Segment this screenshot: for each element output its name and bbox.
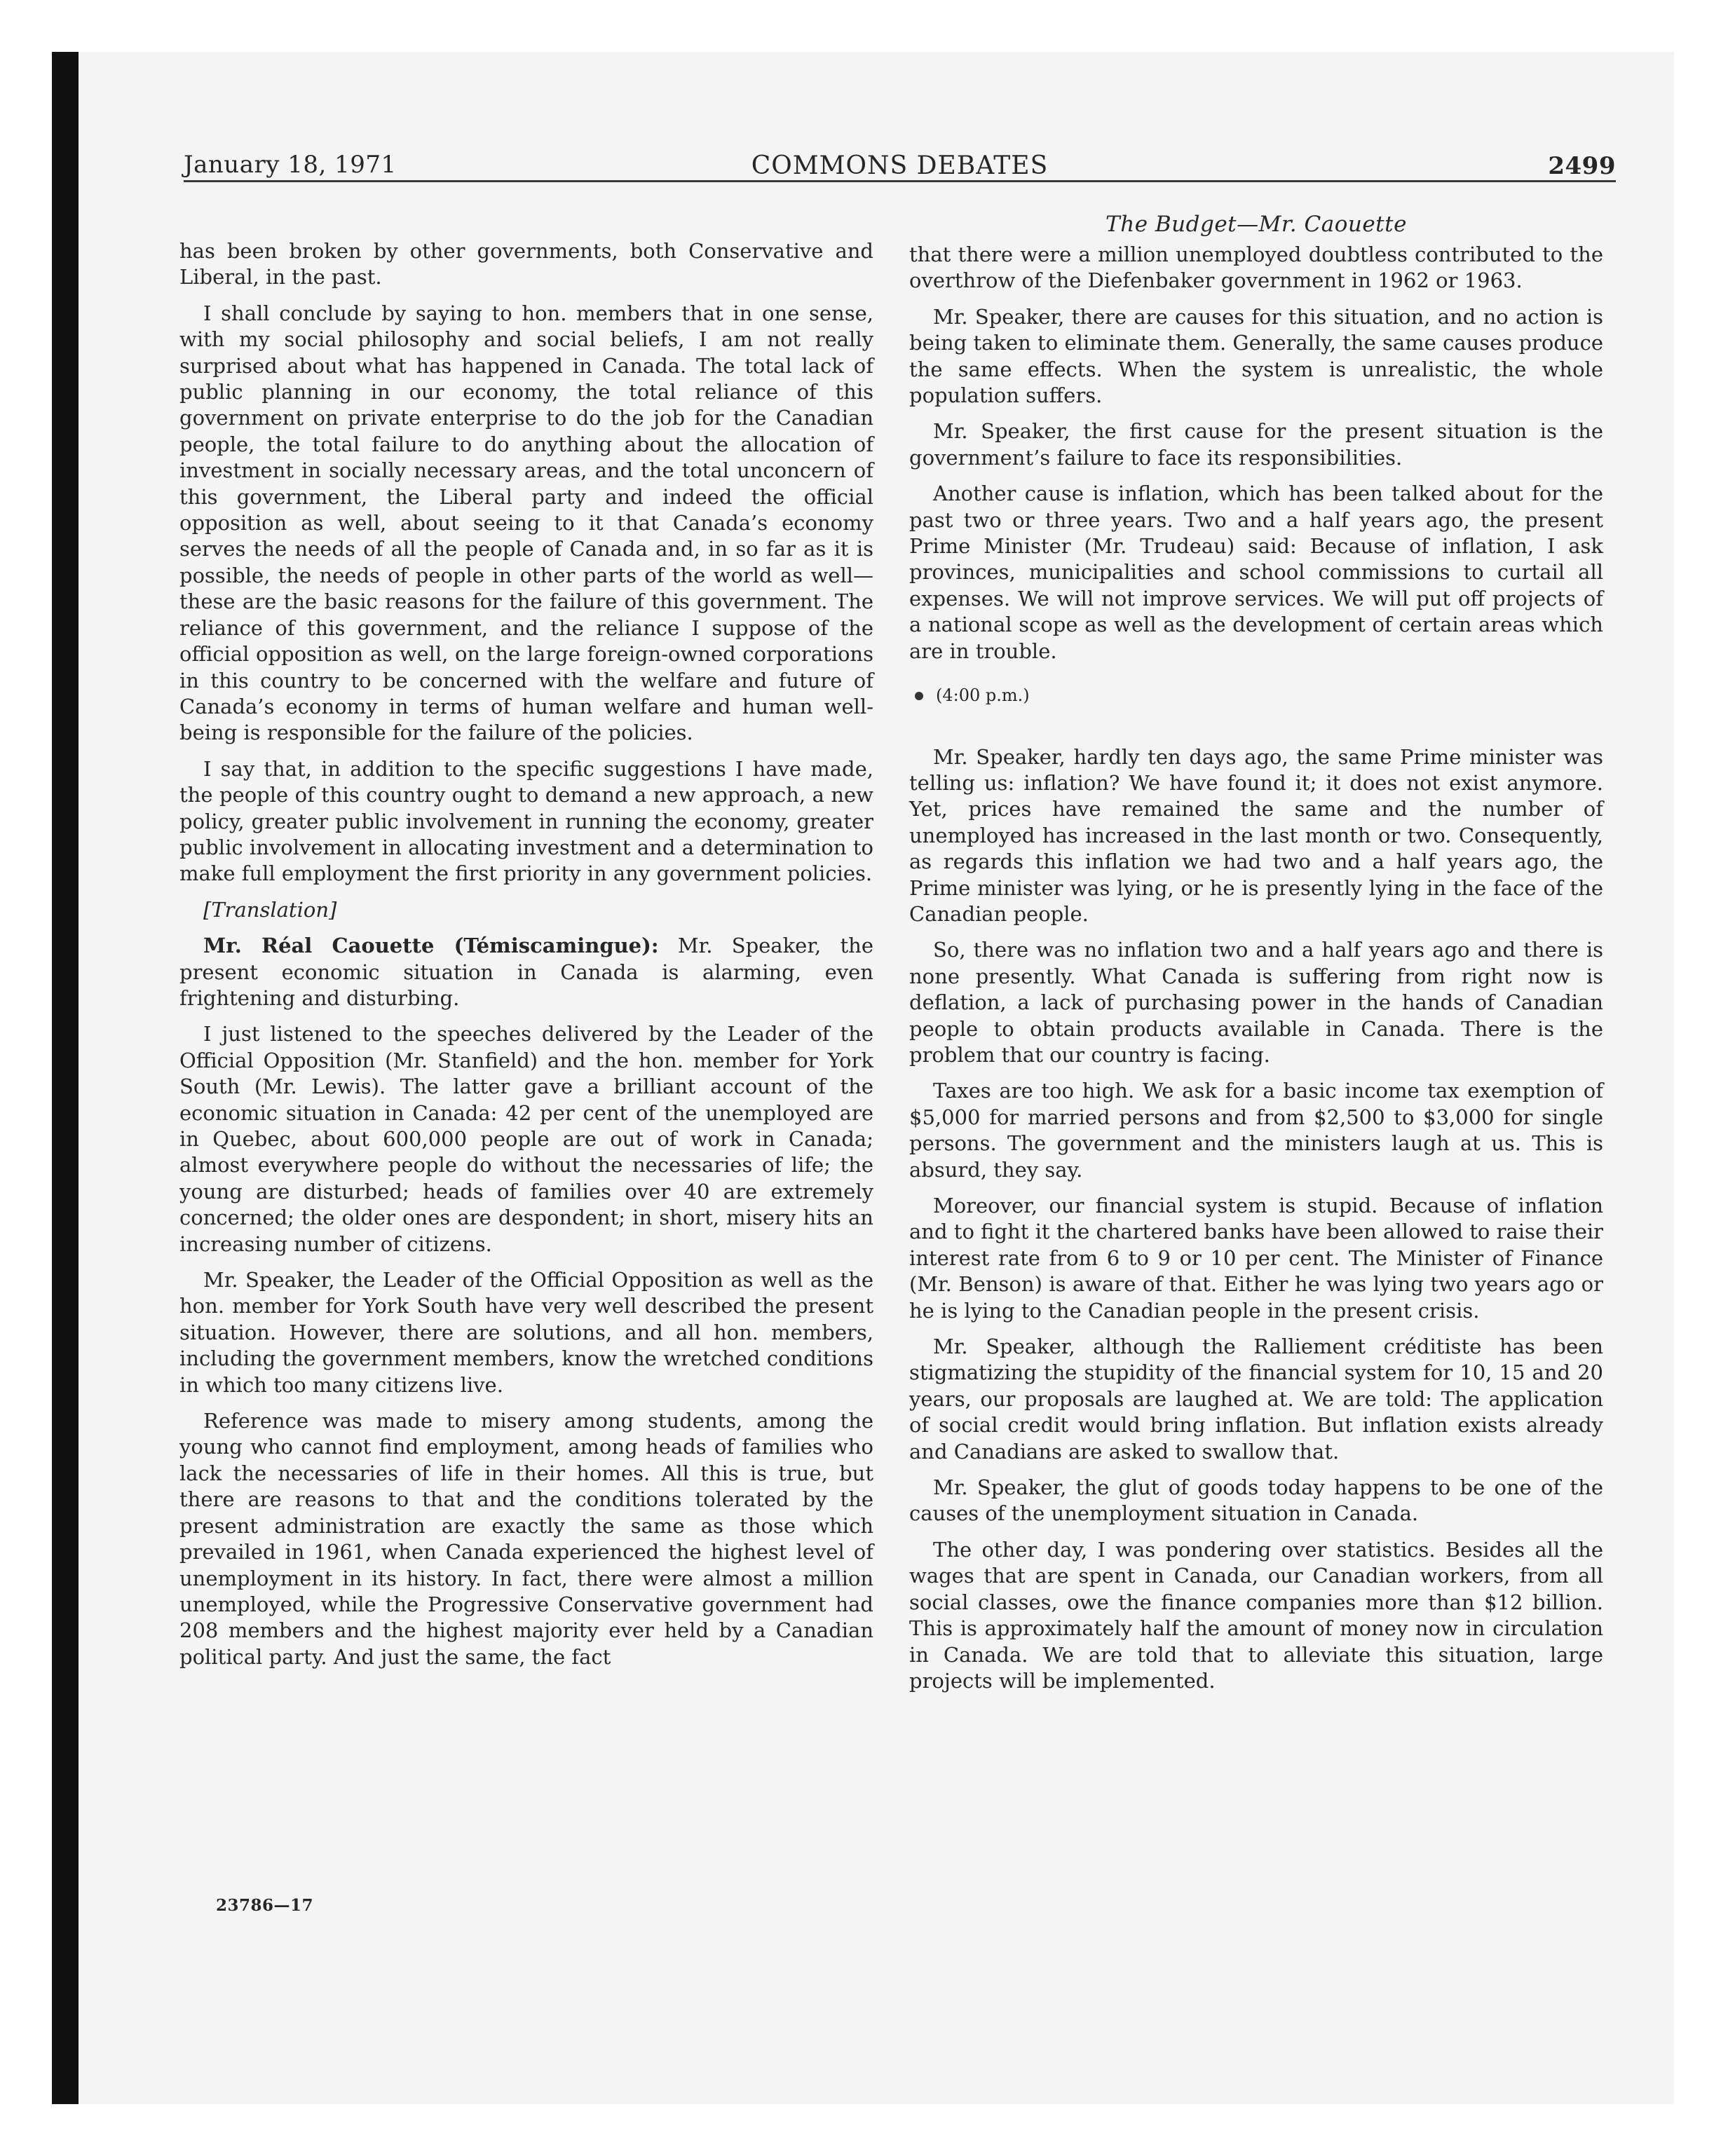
left-paragraph-1: has been broken by other governments, both Conservative and Liberal, in the past. <box>179 239 873 289</box>
header-date: January 18, 1971 <box>184 151 397 179</box>
time-mark <box>909 683 1603 709</box>
right-paragraph-3: Mr. Speaker, the first cause for the present situation is the government’s failure to face its responsibilities. <box>909 419 1603 470</box>
footer-print-code: 23786—17 <box>216 1896 314 1915</box>
left-paragraph-5: I just listened to the speeches delivered by the Leader of the Official Opposition (Mr. Stanfield) and the hon. member for York South (Mr. Lewis). The latter gave a brilliant account of the economic situation in Canada: 42 per cent of the unemployed are in Quebec, about 600,000 people are out of work in Canada; almost everywhere people do without the necessaries of life; the young are disturbed; heads of families over 40 are extremely concerned; the older ones are despondent; in short, misery hits an increasing number of citizens. <box>179 1022 873 1256</box>
right-paragraph-11: The other day, I was pondering over statistics. Besides all the wages that are spent in Canada, our Canadian workers, from all social classes, owe the finance companies more than $12 billion. This is approximately half the amount of money now in circulation in Canada. We are told that to alleviate this situation, large projects will be implemented. <box>909 1537 1603 1693</box>
left-paragraph-4 <box>179 933 873 1011</box>
right-paragraph-1: that there were a million unemployed doubtless contributed to the overthrow of the Diefenbaker government in 1962 or 1963. <box>909 243 1603 293</box>
translation-tag: [Translation] <box>203 897 337 922</box>
running-head: The Budget—Mr. Caouette <box>1105 212 1407 237</box>
page-number: 2499 <box>1548 152 1616 180</box>
right-paragraph-8: Moreover, our financial system is stupid. Because of inflation and to fight it the chartered banks have been allowed to raise their interest rate from 6 to 9 or 10 per cent. The Minister of Finance (Mr. Benson) is aware of that. Either he was lying two years ago or he is lying to the Canadian people in the present crisis. <box>909 1194 1603 1323</box>
header-title: COMMONS DEBATES <box>751 151 1049 180</box>
left-paragraph-7: Reference was made to misery among students, among the young who cannot find employment, among heads of families who lack the necessaries of life in their homes. All this is true, but there are reasons to that and the conditions tolerated by the present administration are exactly the same as those which prevailed in 1961, when Canada experienced the highest level of unemployment in its history. In fact, there were almost a million unemployed, while the Progressive Conservative government had 208 members and the highest majority ever held by a Canadian political party. And just the same, the fact <box>179 1409 873 1669</box>
left-paragraph-4-text: Mr. Speaker, the present economic situation in Canada is alarming, even frightening and disturbing. <box>179 934 873 1010</box>
speaker-name: Mr. Réal Caouette (Témiscamingue): <box>203 934 659 958</box>
left-column <box>179 238 873 1680</box>
right-paragraph-2: Mr. Speaker, there are causes for this situation, and no action is being taken to eliminate them. Generally, the same causes produce the same effects. When the system is unrealistic, the whole population suffers. <box>909 304 1603 408</box>
left-paragraph-3: I say that, in addition to the specific suggestions I have made, the people of this country ought to demand a new approach, a new policy, greater public involvement in running the economy, greater public involvement in allocating investment and a determination to make full employment the first priority in any government policies. <box>179 756 873 886</box>
right-paragraph-6: So, there was no inflation two and a half years ago and there is none presently. What Canada is suffering from right now is deflation, a lack of purchasing power in the hands of Canadian people to obtain products available in Canada. There is the problem that our country is facing. <box>909 938 1603 1067</box>
page-header <box>184 144 1616 182</box>
right-column <box>909 242 1603 1704</box>
time-mark-text: (4:00 p.m.) <box>936 685 1030 706</box>
scan-left-edge <box>52 52 79 2104</box>
left-paragraph-2: I shall conclude by saying to hon. members that in one sense, with my social philosophy and social beliefs, I am not really surprised about what has happened in Canada. The total lack of public planning in our economy, the total reliance of this government on private enterprise to do the job for the Canadian people, the total failure to do anything about the allocation of investment in socially necessary areas, and the total unconcern of this government, the Liberal party and indeed the official opposition as well, about seeing to it that Canada’s economy serves the needs of all the people of Canada and, in so far as it is possible, the needs of people in other parts of the world as well—these are the basic reasons for the failure of this government. The reliance of this government, and the reliance I suppose of the official opposition as well, on the large foreign-owned corporations in this country to be concerned with the welfare and future of Canada’s economy in terms of human welfare and human well-being is responsible for the failure of the policies. <box>179 301 873 745</box>
right-paragraph-7: Taxes are too high. We ask for a basic income tax exemption of $5,000 for married persons and from $2,500 to $3,000 for single persons. The government and the ministers laugh at us. This is absurd, they say. <box>909 1079 1603 1182</box>
right-paragraph-10: Mr. Speaker, the glut of goods today happens to be one of the causes of the unemployment situation in Canada. <box>909 1475 1603 1526</box>
right-paragraph-9: Mr. Speaker, although the Ralliement créditiste has been stigmatizing the stupidity of the financial system for 10, 15 and 20 years, our proposals are laughed at. We are told: The application of social credit would bring inflation. But inflation exists already and Canadians are asked to swallow that. <box>909 1335 1603 1464</box>
left-paragraph-6: Mr. Speaker, the Leader of the Official Opposition as well as the hon. member for York South have very well described the present situation. However, there are solutions, and all hon. members, including the government members, know the wretched conditions in which too many citizens live. <box>179 1268 873 1397</box>
right-paragraph-4: Another cause is inflation, which has been talked about for the past two or three years. Two and a half years ago, the present Prime Minister (Mr. Trudeau) said: Because of inflation, I ask provinces, municipalities and school commissions to curtail all expenses. We will not improve services. We will put off projects of a national scope as well as the development of certain areas which are in trouble. <box>909 482 1603 663</box>
bullet-icon <box>915 692 923 700</box>
right-paragraph-5: Mr. Speaker, hardly ten days ago, the same Prime minister was telling us: inflation? We have found it; it does not exist anymore. Yet, prices have remained the same and the number of unemployed has increased in the last month or two. Consequently, as regards this inflation we had two and a half years ago, the Prime minister was lying, or he is presently lying in the face of the Canadian people. <box>909 744 1603 926</box>
